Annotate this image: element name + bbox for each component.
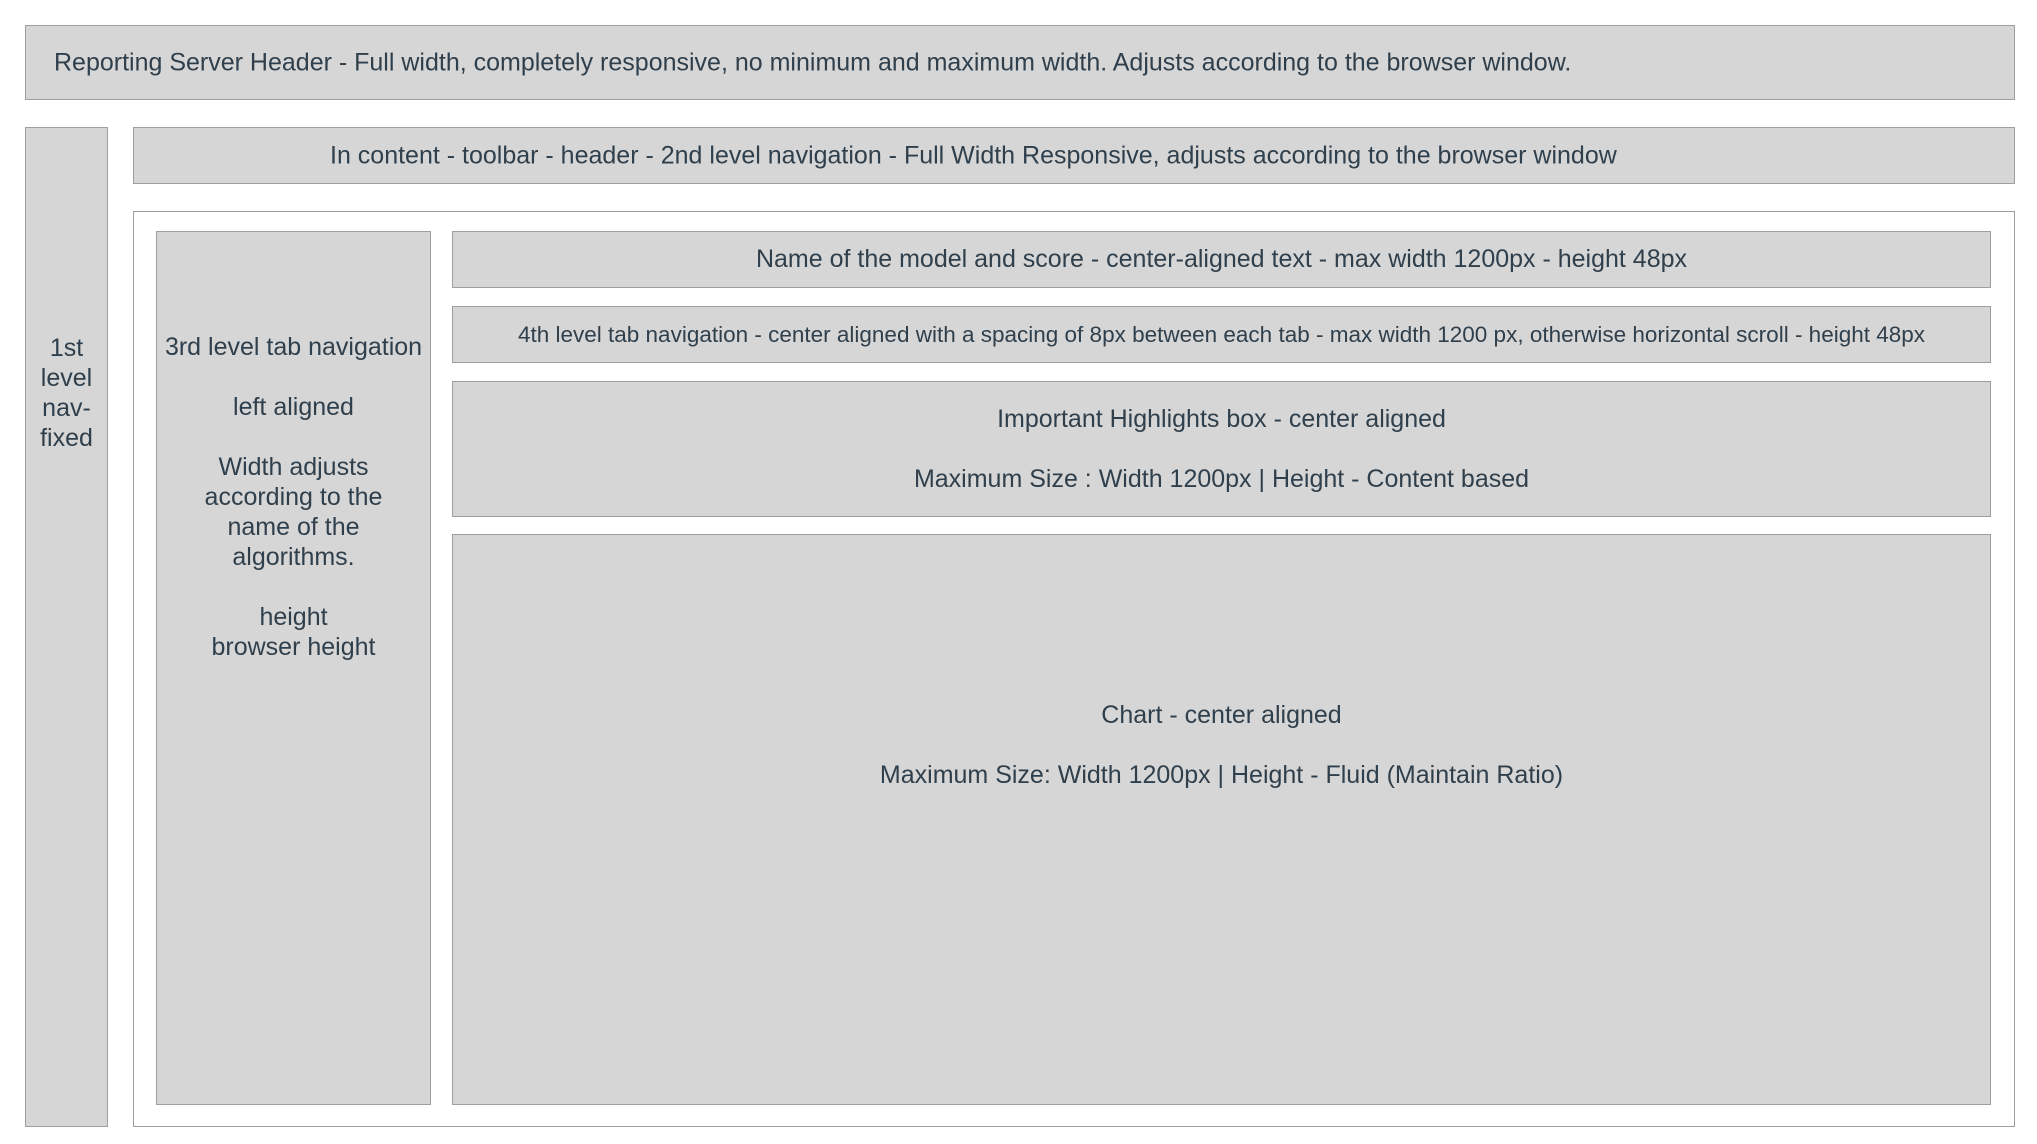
nav3-height-line: height: [259, 603, 328, 631]
first-level-nav-label: [26, 333, 107, 453]
model-label: Name of the model and score - center-aligned text - max width 1200px - height 48px: [755, 245, 1688, 273]
fourth-level-tab-navigation: [452, 306, 1991, 363]
nav3-alignment: left aligned: [233, 393, 354, 421]
important-highlights-box: [452, 381, 1991, 517]
nav3-width-line: name of the: [227, 513, 360, 541]
nav3-height-line: browser height: [211, 633, 376, 661]
tabs4-label: 4th level tab navigation - center aligned with a spacing of 8px between each tab - max width 1200 px, otherwise horizontal scroll - height 48px: [517, 321, 1926, 347]
chart-size: Maximum Size: Width 1200px | Height - Fluid (Maintain Ratio): [879, 761, 1564, 789]
nav1-line: level: [40, 364, 93, 392]
chart-area: [452, 534, 1991, 1105]
highlights-size: Maximum Size : Width 1200px | Height - Content based: [913, 465, 1530, 493]
highlights-title: Important Highlights box - center aligned: [997, 405, 1446, 433]
nav3-width-line: according to the: [204, 483, 383, 511]
third-level-tab-navigation: [156, 231, 431, 1105]
chart-description: [453, 700, 1990, 790]
content-toolbar: [133, 127, 2015, 184]
nav3-width-line: algorithms.: [232, 543, 355, 571]
model-name-score-bar: [452, 231, 1991, 288]
reporting-server-header: [25, 25, 2015, 100]
nav1-line: 1st: [49, 334, 84, 362]
toolbar-label: In content - toolbar - header - 2nd level navigation - Full Width Responsive, adjusts according to the browser window: [330, 141, 1617, 169]
nav1-line: nav-: [42, 394, 91, 422]
nav3-description: [157, 332, 430, 662]
nav3-width-line: Width adjusts: [218, 453, 369, 481]
nav1-line: fixed: [40, 424, 93, 452]
first-level-nav: [25, 127, 108, 1127]
header-label: Reporting Server Header - Full width, completely responsive, no minimum and maximum width. Adjusts according to the browser window.: [54, 48, 1572, 76]
nav3-title: 3rd level tab navigation: [164, 333, 423, 361]
chart-title: Chart - center aligned: [1101, 701, 1342, 729]
